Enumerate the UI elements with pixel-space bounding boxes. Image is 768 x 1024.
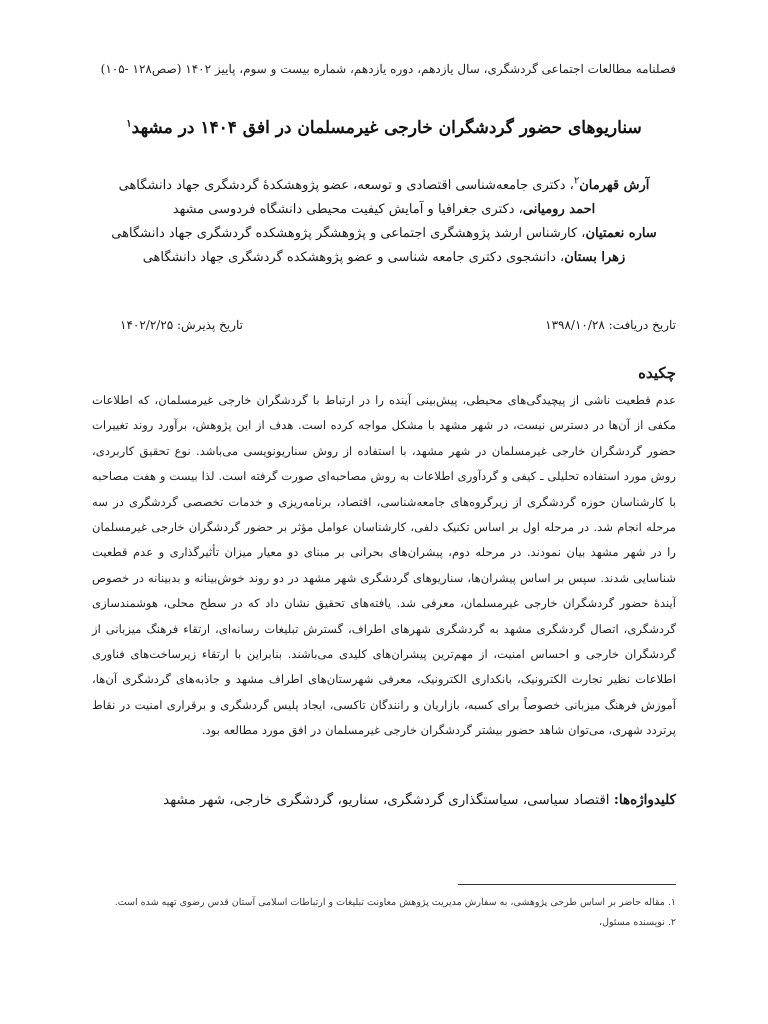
author-name: زهرا بستان — [564, 250, 626, 265]
author-list — [80, 174, 688, 270]
title-footnote-mark: ۱ — [126, 118, 132, 130]
abstract-heading: چکیده — [638, 364, 676, 382]
keywords-label: کلیدواژه‌ها: — [613, 792, 676, 808]
journal-header: فصلنامه مطالعات اجتماعی گردشگری، سال یازدهم، دوره یازدهم، شماره بیست و سوم، پاییز ۱۴۰۲ (صص۱۲۸ -۱۰۵) — [100, 62, 676, 76]
keywords-line — [92, 792, 676, 808]
author-name: آرش قهرمان — [579, 178, 650, 193]
author-affiliation: ، دکتری جامعه‌شناسی اقتصادی و توسعه، عضو پژوهشکدهٔ گردشگری جهاد دانشگاهی — [118, 178, 574, 193]
footnotes — [92, 893, 676, 933]
received-date: تاریخ دریافت: ۱۳۹۸/۱۰/۲۸ — [545, 318, 676, 332]
footnote-divider — [458, 884, 676, 885]
abstract-body: عدم قطعیت ناشی از پیچیدگی‌های محیطی، پیش‌بینی آینده را در ارتباط با گردشگران خارجی غیرمسلمان، که اطلاعات مکفی از آن‌ها در دسترس نیست، در شهر مشهد با مشکل مواجه کرده است. هدف از این پژوهش، برآورد روند تغییرات حضور گردشگران خارجی غیرمسلمان در شهر مشهد، با استفاده از روش سناریونویسی می‌باشد. نوع تحقیق کاربردی، روش مورد استفاده تحلیلی ـ کیفی و گردآوری اطلاعات به روش مصاحبه‌ای صورت گرفته است. لذا بیست و هفت مصاحبه با کارشناسان حوزه گردشگری از زیرگروه‌های جامعه‌شناسی، اقتصاد، برنامه‌ریزی و خدمات تخصصی گردشگری در سه مرحله انجام شد. در مرحله اول بر اساس تکنیک دلفی، کارشناسان عوامل مؤثر بر حضور گردشگران خارجی غیرمسلمان را در شهر مشهد بیان نمودند. در مرحله دوم، پیشران‌های بحرانی بر مبنای دو معیار میزان تأثیرگذاری و عدم قطعیت شناسایی شدند. سپس بر اساس پیشران‌ها، سناریوهای گردشگری شهر مشهد در دو روند خوش‌بینانه و بدبینانه در خصوص آیندهٔ حضور گردشگران خارجی غیرمسلمان، معرفی شد. یافته‌های تحقیق نشان داد که در سطح محلی، هوشمندسازی گردشگری، اتصال گردشگری مشهد به گردشگری شهرهای اطراف، گسترش تبلیغات رسانه‌ای، ارتقاء فرهنگ میزبانی از گردشگران خارجی و احساس امنیت، از مهم‌ترین پیشران‌های کلیدی می‌باشند. بنابراین با ارتقاء زیرساخت‌های فناوری اطلاعات نظیر تجارت الکترونیک، بانکداری الکترونیک، معرفی شهرستان‌های اطراف مشهد و جاذبه‌های گردشگری آن‌ها، آموزش فرهنگ میزبانی خصوصاً برای کسبه، بازاریان و رانندگان تاکسی، ایجاد پلیس گردشگری و برقراری امنیت در نقاط پرتردد شهری، می‌توان شاهد حضور بیشتر گردشگران خارجی غیرمسلمان در افق مورد مطالعه بود. — [92, 393, 676, 738]
footnote-item: ۲. نویسنده مسئول، — [599, 917, 676, 928]
author-line — [80, 198, 688, 222]
author-footnote-mark: ۲ — [573, 175, 580, 187]
keywords-list: اقتصاد سیاسی، سیاستگذاری گردشگری، سناریو، گردشگری خارجی، شهر مشهد — [163, 792, 610, 808]
author-affiliation: ، دکتری جغرافیا و آمایش کیفیت محیطی دانشگاه فردوسی مشهد — [172, 202, 523, 217]
paper-title-text: سناریوهای حضور گردشگران خارجی غیرمسلمان در افق ۱۴۰۴ در مشهد — [131, 118, 642, 138]
article-dates — [92, 318, 676, 336]
accepted-date: تاریخ پذیرش: ۱۴۰۲/۲/۲۵ — [120, 318, 243, 332]
author-name: احمد رومیانی — [522, 202, 596, 217]
author-name: ساره نعمتیان — [585, 226, 657, 241]
author-line — [80, 174, 688, 198]
footnote-item: ۱. مقاله حاضر بر اساس طرحی پژوهشی، به سفارش مدیریت پژوهش معاونت تبلیغات و ارتباطات اسلامی آستان قدس رضوی تهیه شده است. — [114, 897, 676, 908]
paper-title — [80, 118, 688, 138]
author-line — [80, 246, 688, 270]
author-affiliation: ، کارشناس ارشد پژوهشگری اجتماعی و پژوهشگر پژوهشکده گردشگری جهاد دانشگاهی — [111, 226, 586, 241]
author-line — [80, 222, 688, 246]
author-affiliation: ، دانشجوی دکتری جامعه شناسی و عضو پژوهشکده گردشگری جهاد دانشگاهی — [142, 250, 565, 265]
